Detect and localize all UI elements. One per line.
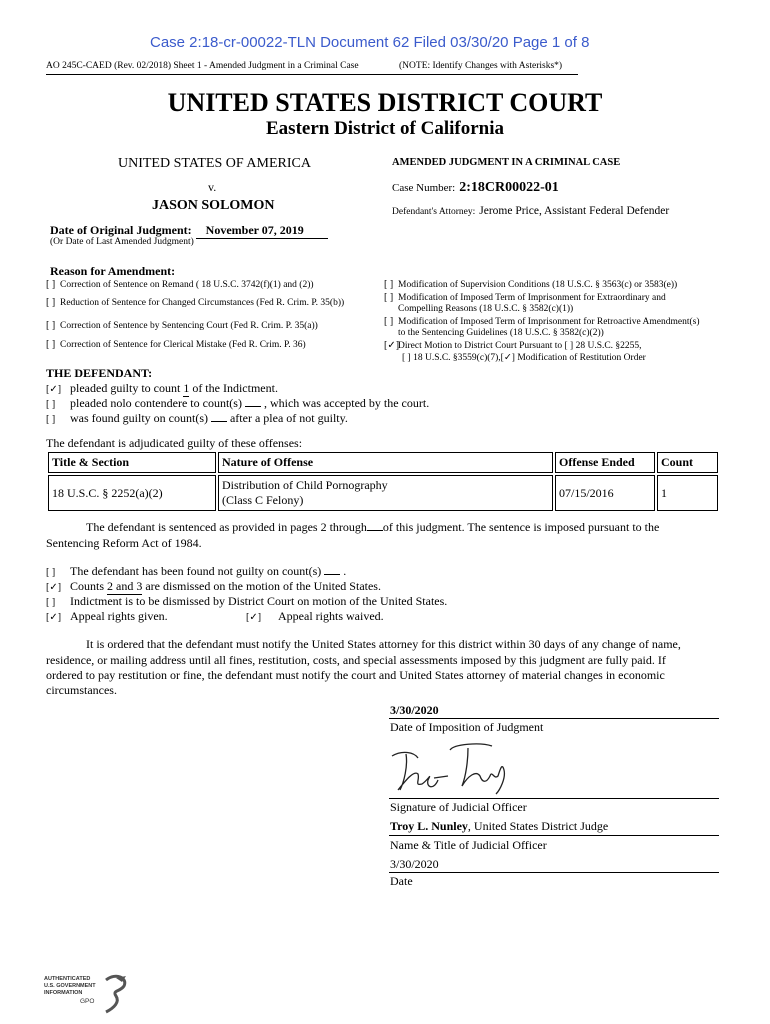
checkbox: [ ]: [46, 297, 56, 308]
checkbox: [ ]: [46, 567, 56, 578]
reason-right-item: [ ] Modification of Imposed Term of Imprisonment for Extraordinary and: [384, 292, 666, 303]
date-label: Date: [390, 874, 413, 888]
table-row: [48, 475, 718, 511]
reason-right-item: [ ] 18 U.S.C. §3559(c)(7),[✓] Modification of Restitution Order: [402, 353, 646, 363]
judge-signature: [388, 740, 518, 796]
sig-rule: [389, 798, 719, 799]
sig-rule: [389, 718, 719, 719]
imposition-date: 3/30/2020: [390, 703, 439, 717]
attorney-label: Defendant's Attorney:: [392, 207, 476, 217]
checkbox: [ ]: [384, 279, 394, 290]
reason-left-item: [ ] Correction of Sentence for Clerical Mistake (Fed R. Crim. P. 36): [46, 339, 306, 350]
attorney-name: Jerome Price, Assistant Federal Defender: [479, 205, 670, 217]
checkbox: [ ]: [46, 279, 56, 290]
sentence-line-1: The defendant is sentenced as provided in pages 2 through of this judgment. The sentence is imposed pursuant to the: [86, 520, 660, 534]
case-number-label: Case Number:: [392, 182, 456, 194]
checkbox: [ ]: [384, 292, 394, 303]
checkbox: [✓]: [46, 384, 62, 395]
imposition-label: Date of Imposition of Judgment: [390, 720, 544, 734]
column-header: Title & Section: [48, 452, 216, 473]
sig-rule: [389, 872, 719, 873]
judge-line: [390, 819, 608, 834]
reason-right-item: [✓]Direct Motion to District Court Pursuant to [ ] 28 U.S.C. §2255,: [384, 340, 642, 351]
appeal-row: [46, 609, 168, 624]
name-title-label: Name & Title of Judicial Officer: [390, 838, 547, 852]
order-line: residence, or mailing address until all fines, restitution, costs, and special assessments imposed by this judgment are fully paid. If: [46, 653, 666, 667]
appeal-given: Appeal rights given.: [70, 609, 168, 623]
signature-label: Signature of Judicial Officer: [390, 800, 527, 814]
offense-nature: Distribution of Child Pornography (Class C Felony): [218, 475, 553, 511]
checkbox: [ ]: [46, 414, 56, 425]
case-number-row: [392, 178, 559, 196]
reason-right-item: to the Sentencing Guidelines (18 U.S.C. § 3582(c)(2)): [398, 328, 604, 338]
reason-right-item: Compelling Reasons (18 U.S.C. § 3582(c)(1)): [398, 304, 574, 314]
form-note: (NOTE: Identify Changes with Asterisks*): [399, 61, 563, 71]
column-header: Count: [657, 452, 718, 473]
checkbox: [✓]: [46, 612, 62, 623]
disposition-item: [ ] Indictment is to be dismissed by District Court on motion of the United States.: [46, 594, 448, 608]
offense-ended: 07/15/2016: [555, 475, 655, 511]
checkbox: [ ]: [46, 339, 56, 350]
order-line: It is ordered that the defendant must notify the United States attorney for this district within 30 days of any change of name,: [86, 637, 681, 651]
sig-rule: [389, 835, 719, 836]
checkbox: [ ]: [46, 399, 56, 410]
court-name: UNITED STATES DISTRICT COURT: [167, 88, 603, 117]
attorney-row: [392, 201, 669, 219]
appeal-waived-row: [246, 609, 384, 624]
reason-left-item: [ ] Reduction of Sentence for Changed Circumstances (Fed R. Crim. P. 35(b)): [46, 297, 345, 308]
gpo-eagle-icon: [102, 974, 130, 1014]
versus: v.: [208, 180, 217, 194]
checkbox: [✓]: [46, 582, 62, 593]
offense-count: 1: [657, 475, 718, 511]
disposition-item: [✓] Counts 2 and 3 are dismissed on the motion of the United States.: [46, 579, 381, 593]
court-district: Eastern District of California: [266, 118, 504, 139]
defendant-section-title: THE DEFENDANT:: [46, 366, 153, 380]
column-header: Nature of Offense: [218, 452, 553, 473]
sentence-line-2: Sentencing Reform Act of 1984.: [46, 536, 202, 550]
form-id: AO 245C-CAED (Rev. 02/2018) Sheet 1 - Amended Judgment in a Criminal Case: [46, 61, 359, 71]
offense-title: 18 U.S.C. § 2252(a)(2): [48, 475, 216, 511]
order-line: circumstances.: [46, 683, 117, 697]
original-judgment-date: November 07, 2019: [196, 223, 328, 239]
offenses-header-row: [48, 452, 718, 473]
defendant-name: JASON SOLOMON: [152, 198, 275, 213]
judge-title: , United States District Judge: [467, 819, 609, 833]
original-judgment-label: Date of Original Judgment:: [50, 223, 192, 237]
checkbox: [ ]: [46, 597, 56, 608]
header-rule: [46, 74, 578, 75]
case-number: 2:18CR00022-01: [459, 180, 559, 195]
offenses-table: [46, 450, 720, 513]
plea-item: [ ] was found guilty on count(s) after a plea of not guilty.: [46, 411, 348, 425]
signature-date: 3/30/2020: [390, 857, 439, 871]
reason-left-item: [ ] Correction of Sentence by Sentencing Court (Fed R. Crim. P. 35(a)): [46, 320, 318, 331]
gpo-logo: AUTHENTICATED U.S. GOVERNMENT INFORMATION GPO: [44, 976, 134, 1016]
order-line: ordered to pay restitution or fine, the defendant must notify the court and United States attorney of material changes in economic: [46, 668, 665, 682]
offenses-intro: The defendant is adjudicated guilty of these offenses:: [46, 436, 303, 450]
appeal-waived: Appeal rights waived.: [278, 609, 384, 623]
reason-right-item: [ ] Modification of Imposed Term of Imprisonment for Retroactive Amendment(s): [384, 316, 700, 327]
plaintiff: UNITED STATES OF AMERICA: [118, 156, 311, 171]
checkbox: [ ]: [46, 320, 56, 331]
column-header: Offense Ended: [555, 452, 655, 473]
case-stamp: Case 2:18-cr-00022-TLN Document 62 Filed 03/30/20 Page 1 of 8: [150, 34, 590, 51]
reason-right-item: [ ] Modification of Supervision Conditions (18 U.S.C. § 3563(c) or 3583(e)): [384, 279, 678, 290]
original-judgment-sub: (Or Date of Last Amended Judgment): [50, 237, 194, 247]
checkbox: [✓]: [384, 340, 400, 351]
document-type: AMENDED JUDGMENT IN A CRIMINAL CASE: [392, 157, 621, 168]
checkbox: [✓]: [246, 612, 262, 623]
reason-left-item: [ ] Correction of Sentence on Remand ( 18 U.S.C. 3742(f)(1) and (2)): [46, 279, 314, 290]
plea-item: [ ] pleaded nolo contendere to count(s) , which was accepted by the court.: [46, 396, 430, 410]
plea-item: [✓] pleaded guilty to count 1 of the Indictment.: [46, 381, 278, 395]
checkbox: [ ]: [384, 316, 394, 327]
judge-name: Troy L. Nunley: [390, 819, 468, 833]
disposition-item: [ ] The defendant has been found not guilty on count(s) .: [46, 564, 347, 578]
reason-title: Reason for Amendment:: [50, 264, 176, 278]
